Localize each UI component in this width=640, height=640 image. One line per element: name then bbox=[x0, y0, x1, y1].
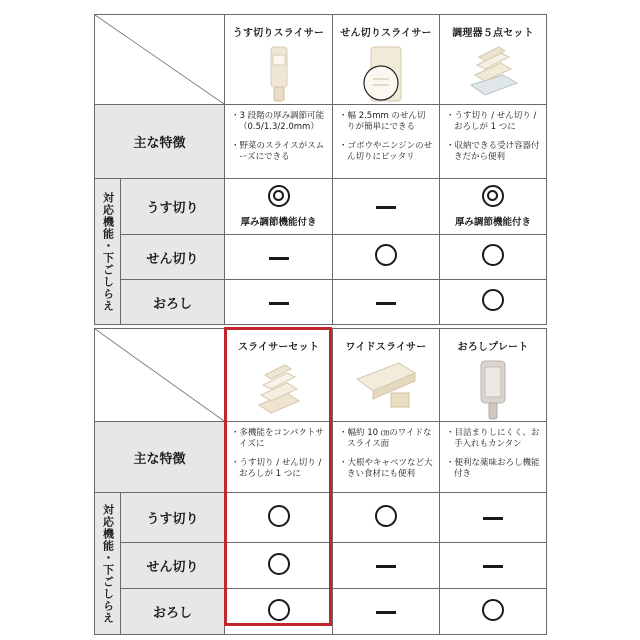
thickness-note: 厚み調節機能付き bbox=[240, 217, 317, 228]
corner-cell bbox=[95, 15, 225, 105]
feature-cell: ・うす切り / せん切り / おろしが 1 つに ・収納できる受け容器付きだから便利 bbox=[440, 105, 547, 179]
row-label-julienne: せん切り bbox=[121, 235, 225, 280]
feature-cell: ・3 段階の厚み調節可能（0.5/1.3/2.0mm） ・野菜のスライスがスムーズにできる bbox=[225, 105, 333, 179]
circle-icon bbox=[482, 244, 504, 266]
dash-icon bbox=[269, 302, 289, 305]
row-label-grate: おろし bbox=[121, 589, 225, 635]
cell-circle bbox=[225, 493, 333, 543]
feature-cell: ・目詰まりしにくく、お手入れもカンタン ・便利な薬味おろし機能付き bbox=[440, 422, 547, 493]
product-header-wide-slicer bbox=[333, 329, 440, 422]
circle-icon bbox=[482, 289, 504, 311]
circle-icon bbox=[482, 599, 504, 621]
product-header-grater-plate bbox=[440, 329, 547, 422]
dash-icon bbox=[483, 517, 503, 520]
cell-dash bbox=[333, 589, 440, 635]
feature-cell: ・幅 2.5mm のせん切りが簡単にできる ・ゴボウやニンジンのせん切りにピッタリ bbox=[333, 105, 440, 179]
dash-icon bbox=[269, 257, 289, 260]
cell-dash bbox=[333, 280, 440, 325]
dash-icon bbox=[376, 302, 396, 305]
cell-dash bbox=[225, 280, 333, 325]
wide-slicer-image bbox=[351, 359, 421, 417]
product-name: おろしプレート bbox=[457, 342, 529, 353]
cell-double-circle bbox=[440, 179, 547, 235]
product-name: スライサーセット bbox=[237, 342, 320, 353]
function-side-label: 対応機能・下ごしらえ bbox=[95, 179, 121, 325]
feature-cell: ・幅約 10 ㎝のワイドなスライス面 ・大根やキャベツなど大きい食材にも便利 bbox=[333, 422, 440, 493]
grater-plate-image bbox=[475, 359, 511, 421]
circle-icon bbox=[268, 505, 290, 527]
double-circle-icon bbox=[268, 185, 290, 207]
dash-icon bbox=[376, 565, 396, 568]
cell-circle bbox=[440, 235, 547, 280]
product-name: 調理器５点セット bbox=[452, 28, 534, 39]
circle-icon bbox=[375, 244, 397, 266]
function-side-label: 対応機能・下ごしらえ bbox=[95, 493, 121, 635]
cell-circle bbox=[440, 589, 547, 635]
dash-icon bbox=[483, 565, 503, 568]
product-name: せん切りスライサー bbox=[340, 28, 432, 39]
row-label-grate: おろし bbox=[121, 280, 225, 325]
thin-slicer-image bbox=[259, 45, 299, 103]
features-row-label: 主な特徴 bbox=[95, 422, 225, 493]
cell-circle bbox=[333, 235, 440, 280]
features-row-label: 主な特徴 bbox=[95, 105, 225, 179]
cell-dash bbox=[440, 543, 547, 589]
row-label-thin-slice: うす切り bbox=[121, 179, 225, 235]
row-label-julienne: せん切り bbox=[121, 543, 225, 589]
feature-cell: ・多機能をコンパクトサイズに ・うす切り / せん切り / おろしが 1 つに bbox=[225, 422, 333, 493]
circle-icon bbox=[268, 553, 290, 575]
cell-circle bbox=[225, 589, 333, 635]
cell-circle bbox=[333, 493, 440, 543]
cell-dash bbox=[333, 179, 440, 235]
thickness-note: 厚み調節機能付き bbox=[454, 217, 531, 228]
product-name: うす切りスライサー bbox=[232, 28, 325, 39]
cell-dash bbox=[333, 543, 440, 589]
dash-icon bbox=[376, 206, 396, 209]
row-label-thin-slice: うす切り bbox=[121, 493, 225, 543]
product-header-five-piece-set bbox=[440, 15, 547, 105]
product-header-thin-slicer bbox=[225, 15, 333, 105]
product-header-julienne-slicer bbox=[333, 15, 440, 105]
dash-icon bbox=[376, 611, 396, 614]
circle-icon bbox=[268, 599, 290, 621]
corner-cell bbox=[95, 329, 225, 422]
comparison-table-1 bbox=[94, 14, 547, 325]
comparison-table-2 bbox=[94, 328, 547, 635]
product-header-slicer-set bbox=[225, 329, 333, 422]
slicer-set-image bbox=[249, 359, 309, 417]
cell-circle bbox=[225, 543, 333, 589]
circle-icon bbox=[375, 505, 397, 527]
double-circle-icon bbox=[482, 185, 504, 207]
cell-circle bbox=[440, 280, 547, 325]
product-name: ワイドスライサー bbox=[345, 342, 427, 353]
julienne-slicer-image bbox=[351, 45, 421, 103]
cell-dash bbox=[440, 493, 547, 543]
cell-dash bbox=[225, 235, 333, 280]
five-piece-set-image bbox=[463, 45, 523, 103]
cell-double-circle bbox=[225, 179, 333, 235]
